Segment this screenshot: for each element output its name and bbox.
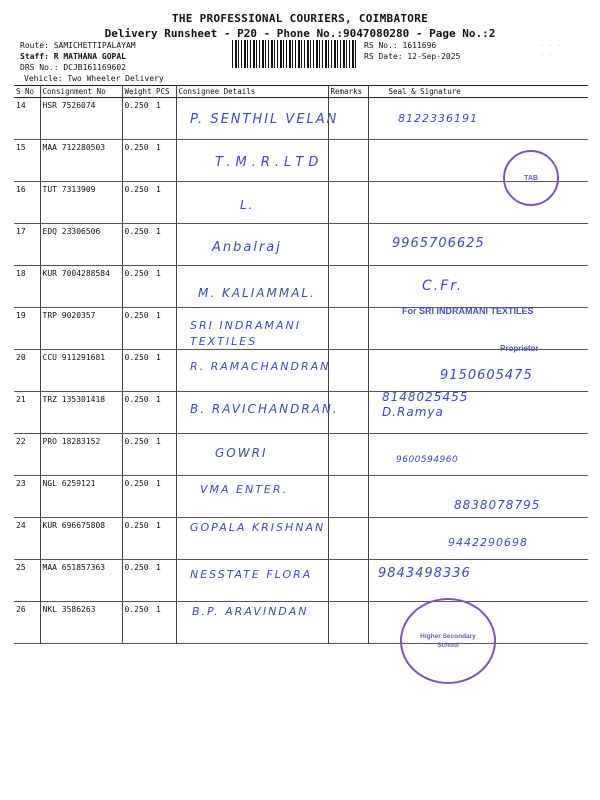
cell-remarks — [328, 266, 368, 308]
cell-weight: 0.250 — [122, 266, 154, 308]
cell-consignment: MAA 712280503 — [40, 140, 122, 182]
hw-signature-21: 8148025455 D.Ramya — [382, 390, 469, 419]
staff: Staff: R MATHANA GOPAL — [20, 52, 126, 61]
cell-sno: 26 — [14, 602, 40, 644]
cell-weight: 0.250 — [122, 602, 154, 644]
round-stamp-tab — [503, 150, 559, 206]
cell-sno: 25 — [14, 560, 40, 602]
hw-consignee-14: P. SENTHIL VELAN — [190, 112, 339, 127]
stamp-school-label: Higher Secondary School — [420, 633, 476, 649]
cell-pcs: 1 — [154, 140, 176, 182]
route-info — [20, 40, 164, 84]
cell-weight: 0.250 — [122, 182, 154, 224]
hw-consignee-26: B.P. ARAVINDAN — [192, 605, 309, 618]
cell-weight: 0.250 — [122, 560, 154, 602]
company-title: THE PROFESSIONAL COURIERS, COIMBATORE — [171, 12, 429, 25]
cell-consignment: CCU 911291681 — [40, 350, 122, 392]
barcode — [232, 40, 356, 68]
cell-remarks — [328, 518, 368, 560]
cell-signature — [368, 266, 588, 308]
col-weight: Weight — [122, 86, 154, 98]
cell-consignment: MAA 651857363 — [40, 560, 122, 602]
cell-consignment: NGL 6259121 — [40, 476, 122, 518]
hw-consignee-22: GOWRI — [215, 446, 268, 460]
cell-sno: 24 — [14, 518, 40, 560]
cell-remarks — [328, 140, 368, 182]
hw-consignee-19: SRI INDRAMANI TEXTILES — [190, 319, 301, 348]
rs-no: RS No.: 1611696 — [364, 41, 437, 50]
cell-sno: 19 — [14, 308, 40, 350]
cell-pcs: 1 — [154, 476, 176, 518]
cell-pcs: 1 — [154, 308, 176, 350]
cell-consignment: TRP 9020357 — [40, 308, 122, 350]
col-sno: S No — [14, 86, 40, 98]
stamp-tab-label: TAB — [524, 174, 538, 182]
hw-consignee-20: R. RAMACHANDRAN — [190, 360, 331, 373]
cell-consignment: KUR 696675808 — [40, 518, 122, 560]
cell-remarks — [328, 182, 368, 224]
col-consignment: Consignment No — [40, 86, 122, 98]
rs-date: RS Date: 12-Sep-2025 — [364, 52, 461, 61]
hw-consignee-15: T.M.R.LTD — [215, 155, 324, 170]
cell-weight: 0.250 — [122, 434, 154, 476]
cell-pcs: 1 — [154, 98, 176, 140]
cell-weight: 0.250 — [122, 518, 154, 560]
hw-signature-23: 8838078795 — [454, 498, 541, 512]
col-remarks: Remarks — [328, 86, 368, 98]
faint-mark: · · · · · — [540, 42, 562, 59]
drs-no: DRS No.: DCJB161169602 — [20, 63, 126, 72]
cell-weight: 0.250 — [122, 308, 154, 350]
cell-remarks — [328, 224, 368, 266]
cell-pcs: 1 — [154, 602, 176, 644]
cell-sno: 14 — [14, 98, 40, 140]
cell-sno: 21 — [14, 392, 40, 434]
cell-sno: 23 — [14, 476, 40, 518]
table-row — [14, 434, 588, 476]
hw-signature-25: 9843498336 — [378, 566, 471, 581]
hw-signature-20: 9150605475 — [440, 368, 533, 383]
cell-pcs: 1 — [154, 182, 176, 224]
cell-pcs: 1 — [154, 392, 176, 434]
table-header — [14, 86, 588, 98]
table-row — [14, 182, 588, 224]
rs-info — [364, 40, 460, 62]
cell-remarks — [328, 434, 368, 476]
col-consignee: Consignee Details — [176, 86, 328, 98]
cell-pcs: 1 — [154, 224, 176, 266]
stamp-proprietor: Proprietor — [500, 344, 539, 353]
hw-signature-22: 9600594960 — [396, 455, 459, 465]
cell-consignment: NKL 3586263 — [40, 602, 122, 644]
runsheet-subtitle: Delivery Runsheet - P20 - Phone No.:9047080280 - Page No.:2 — [104, 27, 496, 40]
cell-weight: 0.250 — [122, 224, 154, 266]
hw-consignee-18: M. KALIAMMAL. — [198, 286, 316, 300]
cell-weight: 0.250 — [122, 140, 154, 182]
cell-pcs: 1 — [154, 518, 176, 560]
cell-weight: 0.250 — [122, 392, 154, 434]
cell-consignment: KUR 7004288584 — [40, 266, 122, 308]
cell-sno: 15 — [14, 140, 40, 182]
cell-weight: 0.250 — [122, 350, 154, 392]
col-signature: Seal & Signature — [368, 86, 588, 98]
cell-consignment: TUT 7313909 — [40, 182, 122, 224]
hw-consignee-16: L. — [240, 198, 255, 212]
hw-signature-14: 8122336191 — [398, 112, 478, 125]
cell-sno: 16 — [14, 182, 40, 224]
hw-consignee-21: B. RAVICHANDRAN. — [190, 402, 339, 416]
route: Route: SAMICHETTIPALAYAM — [20, 41, 136, 50]
cell-sno: 20 — [14, 350, 40, 392]
cell-sno: 17 — [14, 224, 40, 266]
cell-pcs: 1 — [154, 266, 176, 308]
cell-pcs: 1 — [154, 560, 176, 602]
cell-consignment: PRO 18283152 — [40, 434, 122, 476]
cell-sno: 22 — [14, 434, 40, 476]
cell-consignment: TRZ 135301418 — [40, 392, 122, 434]
hw-consignee-23: VMA ENTER. — [200, 483, 289, 496]
cell-weight: 0.250 — [122, 476, 154, 518]
stamp-sri-indramani: For SRI INDRAMANI TEXTILES — [402, 306, 534, 316]
hw-signature-17: 9965706625 — [392, 236, 485, 251]
cell-sno: 18 — [14, 266, 40, 308]
hw-signature-18: C.Fr. — [422, 278, 464, 294]
round-stamp-school — [400, 598, 496, 684]
cell-pcs: 1 — [154, 434, 176, 476]
table-row — [14, 224, 588, 266]
hw-consignee-25: NESSTATE FLORA — [190, 568, 313, 581]
cell-consignment: EDQ 23306506 — [40, 224, 122, 266]
cell-weight: 0.250 — [122, 98, 154, 140]
col-pcs: PCS — [154, 86, 176, 98]
hw-signature-24: 9442290698 — [448, 536, 528, 549]
vehicle: Vehicle: Two Wheeler Delivery — [24, 74, 164, 83]
cell-consignment: HSR 7526074 — [40, 98, 122, 140]
hw-consignee-17: Anbalraj — [212, 240, 282, 255]
cell-pcs: 1 — [154, 350, 176, 392]
hw-consignee-24: GOPALA KRISHNAN — [190, 521, 326, 534]
